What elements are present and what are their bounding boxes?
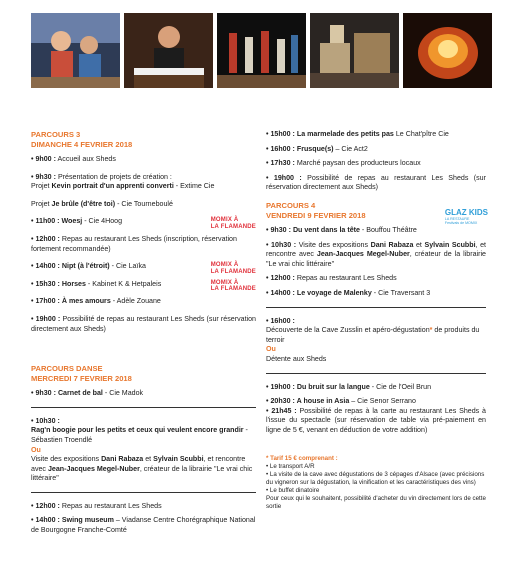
list-item: • 14h00 : Swing museum – Viadanse Centre Chorégraphique National de Bourgogne Franche-Comté [31,516,256,535]
list-item: • 12h00 : Repas au restaurant Les Sheds [31,501,162,510]
list-item: • 9h30 : Du vent dans la tête - Bouffou Théâtre [266,225,417,234]
list-item: • 17h30 : Marché paysan des producteurs locaux [266,159,421,168]
glaz-kids-logo: GLAZ KIDS LA RESTAURE Festivals de MOMIX [444,207,488,225]
list-item: • 10h30 : [31,416,60,425]
list-item: • 19h00 : Possibilité de repas au restaurant Les Sheds (sur réservation directement aux Sheds) [31,314,257,333]
tarif-line: • La visite de la cave avec dégustations de 3 cépages d'Alsace (avec précisions du vigneron sur la dégustation, la vinification et les caractéristiques des vins) [266,471,485,487]
list-item: • 12h00 : Repas au restaurant Les Sheds (inscription, réservation fortement recommandée) [31,234,237,253]
list-item: Détente aux Sheds [266,354,327,363]
list-item: Rag'n boogie pour les petits et ceux qui veulent encore grandir - Sébastien Troendlé [31,426,248,444]
parcours4-date: VENDREDI 9 FEVRIER 2018 GLAZ KIDS LA RESTAURE Festivals de MOMIX [266,207,488,225]
list-item: • 15h30 : Horses - Kabinet K & Hetpaleis MOMIX À LA FLAMANDE [31,279,256,293]
list-item: Projet Je brûle (d'être toi) - Cie Tourneboulé [31,199,173,208]
list-item: • 16h00 : [266,316,295,325]
danse-title: PARCOURS DANSE [31,364,103,374]
momix-logo: MOMIX À LA FLAMANDE [210,262,256,275]
divider [31,492,256,493]
tarif-line: Pour ceux qui le souhaitent, possibilité d'acheter du vin directement lors de cette sortie [266,495,486,511]
list-item: • 10h30 : Visite des expositions Dani Rabaza et Sylvain Scubbi, et rencontre avec Jean-Jacques Megel-Nuber, créateur de la librairie "Le vrai chic littéraire" [266,240,487,268]
list-item: • 19h00 : Possibilité de repas au restaurant Les Sheds (sur réservation directement aux Sheds) [266,173,486,192]
photo-children-theatre [31,13,120,88]
list-item: • 11h00 : Woesj - Cie 4Hoog MOMIX À LA FLAMANDE [31,217,256,230]
list-item: • 14h00 : Nipt (à l'étroit) - Cie Laïka MOMIX À LA FLAMANDE [31,262,256,275]
tarif-line: • Le transport A/R [266,463,315,471]
or-label: Ou [266,345,276,354]
left-column [31,130,256,536]
momix-logo: MOMIX À LA FLAMANDE [210,217,256,230]
list-item: • 21h45 : Possibilité de repas à la carte au restaurant Les Sheds à l'issue du spectacle (sur réservation de table via pré-paiement en ligne de 5 €, venant en déduction de votre addition) [266,406,486,434]
list-item: Découverte de la Cave Zusslin et apéro-dégustation* de produits du terroir [266,326,480,344]
list-item: • 16h00 : Frusque(s) – Cie Act2 [266,144,368,153]
tarif-title: * Tarif 15 € comprenant : [266,455,338,463]
danse-date: MERCREDI 7 FEVRIER 2018 [31,374,132,384]
list-item: • 14h00 : Le voyage de Malenky - Cie Traversant 3 [266,288,431,297]
list-item: • 17h00 : À mes amours - Adèle Zouane [31,297,161,306]
or-label: Ou [31,445,41,454]
divider [31,407,256,408]
list-item: Projet Kevin portrait d'un apprenti converti - Extime Cie [31,182,215,191]
list-item: • 20h30 : A house in Asia – Cie Senor Serrano [266,397,416,406]
parcours4-title: PARCOURS 4 [266,200,316,210]
list-item: • 19h00 : Du bruit sur la langue - Cie de l'Oeil Brun [266,382,432,391]
list-item: Visite des expositions Dani Rabaza et Sylvain Scubbi, et rencontre avec Jean-Jacques Megel-Nuber, créateur de la librairie "Le vrai chic littéraire" [31,455,253,483]
list-item: • 9h00 : Accueil aux Sheds [31,155,116,163]
tarif-line: • Le buffet dinatoire [266,487,320,495]
parcours3-date: DIMANCHE 4 FEVRIER 2018 [31,140,133,149]
list-item: • 15h00 : La marmelade des petits pas Le Chat'pître Cie [266,130,449,138]
divider [266,307,486,308]
momix-logo: MOMIX À LA FLAMANDE [210,279,256,293]
list-item: • 9h30 : Carnet de bal - Cie Madok [31,389,144,398]
divider [266,373,486,374]
photo-strip [0,0,521,92]
photo-fire-show [403,13,492,88]
list-item: • 9h30 : Présentation de projets de création : [31,172,172,181]
list-item: • 12h00 : Repas au restaurant Les Sheds [266,274,397,283]
photo-pianist [124,13,213,88]
parcours3-title: PARCOURS 3 [31,130,81,139]
photo-dancers [217,13,306,88]
tarif-box [266,455,486,511]
right-column [266,130,486,511]
photo-stage-props [310,13,399,88]
